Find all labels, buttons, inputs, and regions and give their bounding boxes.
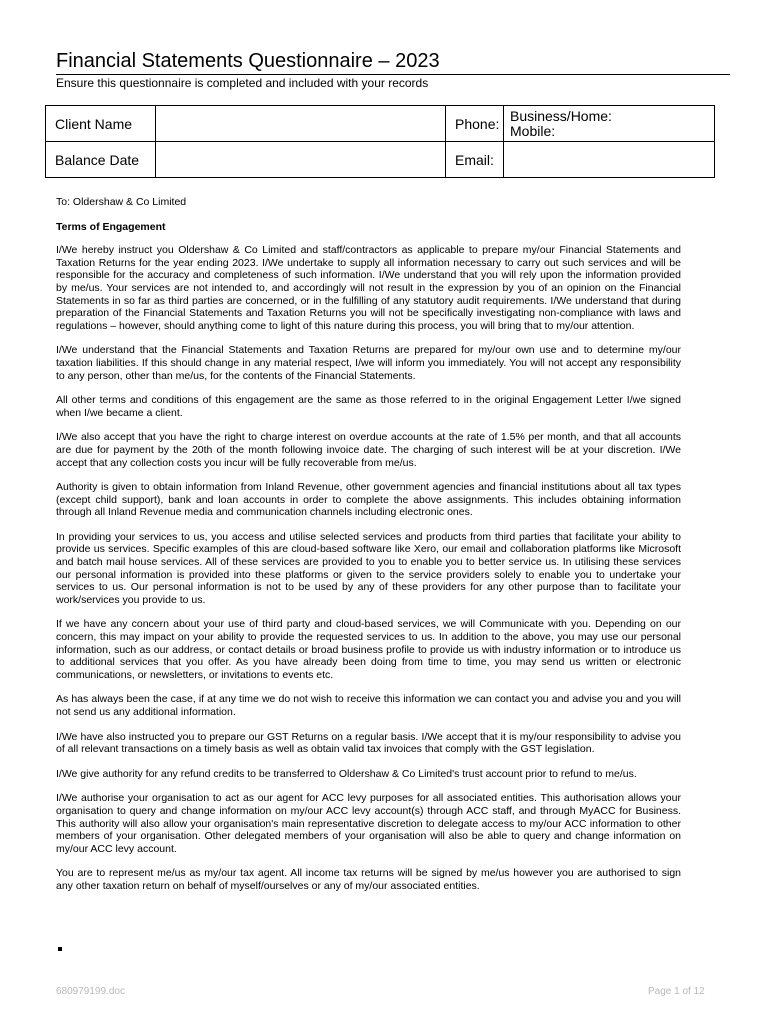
email-field[interactable] [504,142,715,178]
paragraph: As has always been the case, if at any time we do not wish to receive this information we can contact you and advise you and you will not send us any additional information. [56,693,681,718]
paragraph: I/We have also instructed you to prepare our GST Returns on a regular basis. I/We accept that it is my/our responsibility to advise you of all relevant transactions on a timely basis as well as obtain valid tax invoices that comply with the GST legislation. [56,730,681,756]
client-name-label: Client Name [46,106,156,142]
engagement-letter [56,196,681,905]
bullet-marker [58,947,62,951]
terms-heading: Terms of Engagement [56,220,166,233]
client-name-row [46,106,715,142]
balance-date-row [46,142,715,178]
title-underline [56,74,730,75]
mobile-label: Mobile: [510,122,556,139]
paragraph: I/We give authority for any refund credits to be transferred to Oldershaw & Co Limited's trust account prior to refund to me/us. [56,767,637,780]
paragraph: I/We understand that the Financial Statements and Taxation Returns are prepared for my/our own use and to determine my/our taxation liabilities. If this should change in any material respect, I/we will inform you immediately. You will not accept any responsibility to any person, other than me/us, for the contents of the Financial Statements. [56,344,681,382]
phone-label: Phone: [446,106,504,142]
to-line: To: Oldershaw & Co Limited [56,196,187,208]
balance-date-field[interactable] [156,142,446,178]
footer-doc-id: 680979199.doc [56,986,125,997]
balance-date-label: Balance Date [46,142,156,178]
client-details-table [45,105,715,178]
page-subtitle: Ensure this questionnaire is completed and included with your records [56,76,429,90]
paragraph: I/We also accept that you have the right to charge interest on overdue accounts at the rate of 1.5% per month, and that all accounts are due for payment by the 20th of the month following invoice date. The charging of such interest will be at your discretion. I/We accept that any collection costs you incur will be fully recoverable from me/us. [56,431,681,469]
paragraph: I/We authorise your organisation to act as our agent for ACC levy purposes for all associated entities. This authorisation allows your organisation to query and change information on my/our ACC levy account(s) through ACC staff, and through MyACC for Business. This authority will also allow your organisation's main representative discretion to delegate access to my/our ACC information to other members of your organisation. Other delegated members of your organisation will also be able to query and change information on my/our ACC levy account. [56,792,681,855]
phone-field[interactable] [504,106,715,142]
paragraph: Authority is given to obtain information from Inland Revenue, other government agencies and financial institutions about all tax types (except child support), bank and loan accounts in order to complete the above assignments. This includes obtaining information through all Inland Revenue media and communication channels including electronic ones. [56,481,681,519]
email-label: Email: [446,142,504,178]
paragraph: I/We hereby instruct you Oldershaw & Co Limited and staff/contractors as applicable to prepare my/our Financial Statements and Taxation Returns for the year ending 2023. I/We undertake to supply all information necessary to carry out such services and will be responsible for the accuracy and completeness of such information. I/We understand that you will rely upon the information provided by me/us. Your services are not intended to, and accordingly will not result in the expression by you of an opinion on the Financial Statements in so far as third parties are concerned, or in the fulfilling of any statutory audit requirements. I/We understand that during preparation of the Financial Statements and Taxation Returns you will not be specifically investigating non-compliance with laws and regulations – however, should anything come to light of this nature during this process, you will bring that to my/our attention. [56,244,681,332]
paragraph: You are to represent me/us as my/our tax agent. All income tax returns will be signed by me/us however you are authorised to sign any other taxation return on behalf of myself/ourselves or any of my/our associated entities. [56,867,681,892]
client-name-field[interactable] [156,106,446,142]
paragraph: If we have any concern about your use of third party and cloud-based services, we will Communicate with you. Depending on our concern, this may impact on your ability to provide the requested services to us. In addition to the above, you may use our personal information, such as our address, or contact details or broad business profile to provide us with industry information or to introduce us to additional services that you offer. As you have already been doing from time to time, you may send us written or electronic communications, or newsletters, or invitations to events etc. [56,618,681,681]
paragraph: All other terms and conditions of this engagement are the same as those referred to in the original Engagement Letter I/we signed when I/we became a client. [56,394,681,419]
paragraph: In providing your services to us, you access and utilise selected services and products from third parties that facilitate your ability to provide us services. Specific examples of this are cloud-based software like Xero, our email and collaboration platforms like Microsoft and batch mail house services. All of these services are provided to you to enable you to better service us. In utilising these services our personal information is provided into these platforms or given to the service providers solely to enable you to undertake your services to us. Our personal information is not to be used by any of these providers for any other purpose than to facilitate your work/services you provide to us. [56,530,681,606]
footer-page-number: Page 1 of 12 [648,986,705,997]
page-title: Financial Statements Questionnaire – 2023 [56,50,440,72]
business-home-label: Business/Home: [510,107,612,124]
